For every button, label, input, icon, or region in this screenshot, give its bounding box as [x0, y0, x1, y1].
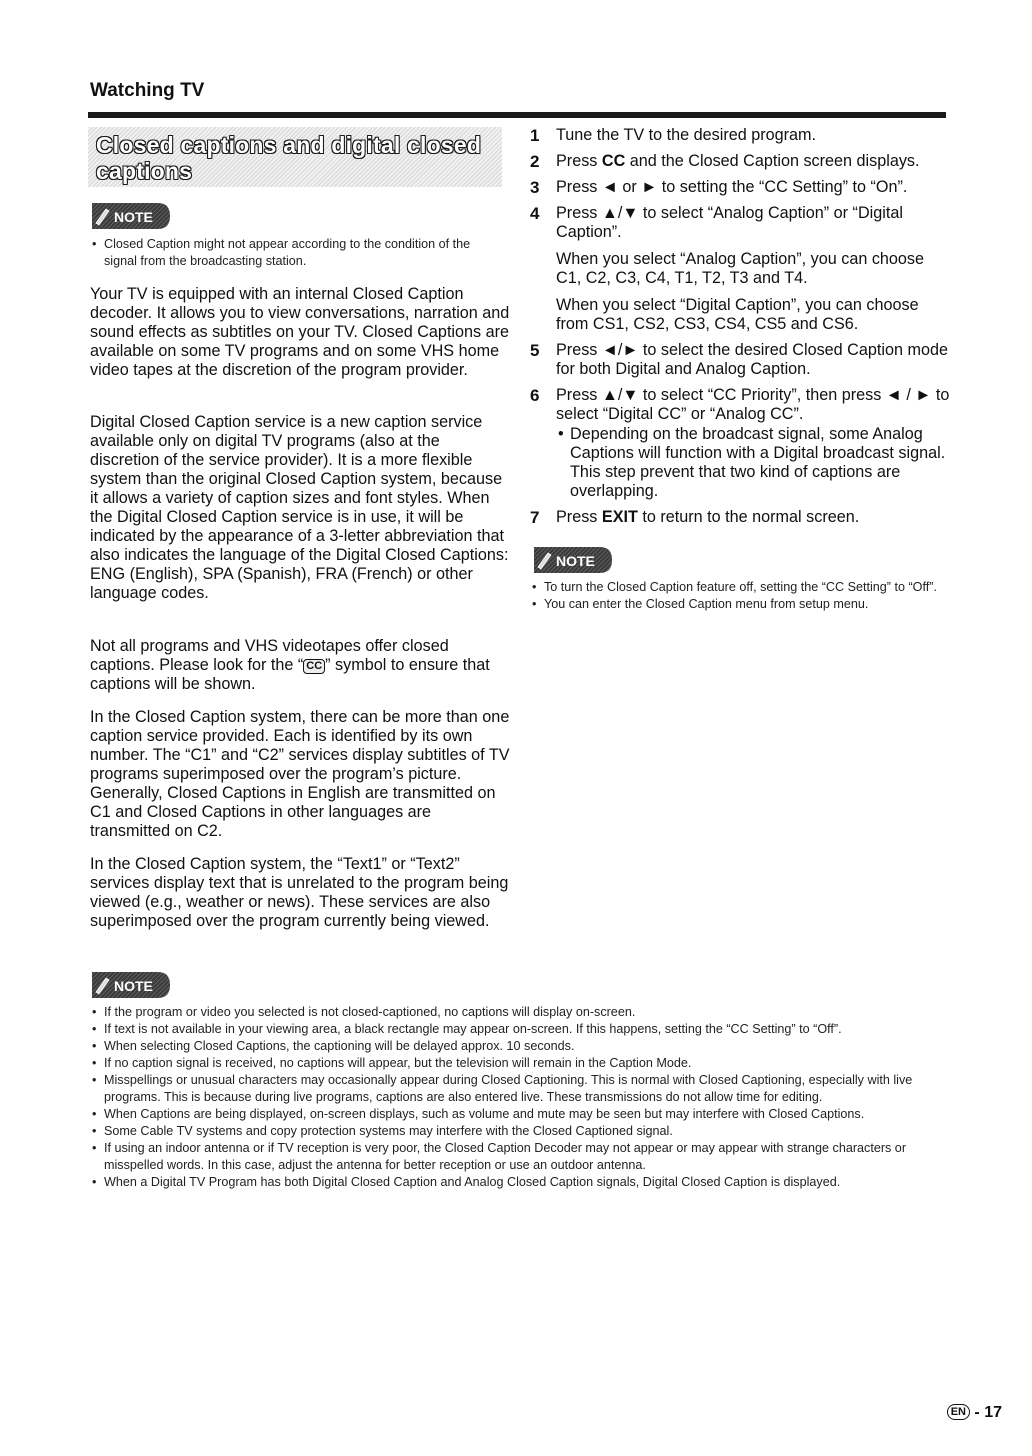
cc-icon: CC: [303, 659, 325, 674]
note-item: • When selecting Closed Captions, the captioning will be delayed approx. 10 seconds.: [90, 1038, 940, 1055]
step-1: 1 Tune the TV to the desired program.: [530, 126, 817, 145]
paragraph-text-services: In the Closed Caption system, the “Text1” or “Text2” services display text that is unrelated to the program being viewed (e.g., weather or news). These services are also superimposed over the program currently being viewed.: [90, 855, 509, 930]
page-heading: Closed captions and digital closed captions: [96, 132, 482, 184]
steps-list: [530, 126, 950, 534]
note-badge: [88, 970, 172, 1000]
note-item: • If no caption signal is received, no captions will appear, but the television will remain in the Caption Mode.: [90, 1055, 940, 1072]
step-7: 7 Press EXIT to return to the normal screen.: [530, 508, 860, 527]
bottom-notes: [90, 1004, 940, 1191]
page-number: EN - 17: [947, 1404, 1002, 1422]
section-title: Watching TV: [90, 80, 205, 101]
note-item: • If using an indoor antenna or if TV reception is very poor, the Closed Caption Decoder may not appear or may appear with strange characters or misspelled words. In this case, adjust the antenna for better reception or use an outdoor antenna.: [90, 1140, 940, 1174]
svg-text:NOTE: NOTE: [114, 209, 153, 225]
note-item: • When a Digital TV Program has both Digital Closed Caption and Analog Closed Caption signals, Digital Closed Caption is displayed.: [90, 1174, 940, 1191]
paragraph-cc-symbol: Not all programs and VHS videotapes offer closed captions. Please look for the “ CC ” symbol to ensure that captions will be shown.: [90, 637, 490, 693]
language-icon: EN: [947, 1404, 970, 1420]
note-item: • To turn the Closed Caption feature off, setting the “CC Setting” to “Off”.: [530, 579, 950, 596]
step-6: 6 Press ▲/▼ to select “CC Priority”, then press ◄ / ► to select “Digital CC” or “Analog CC”. • Depending on the broadcast signal, some Analog Captions will function with a Digital broadcast signal. This step prevent that two kind of captions are overlapping.: [530, 386, 950, 501]
left-note: [90, 236, 490, 270]
right-note: [530, 579, 950, 613]
step-5: 5 Press ◄/► to select the desired Closed Caption mode for both Digital and Analog Caption.: [530, 341, 948, 378]
step-3: 3 Press ◄ or ► to setting the “CC Setting” to “On”.: [530, 178, 908, 197]
note-item: • Misspellings or unusual characters may occasionally appear during Closed Captioning. This is normal with Closed Captioning, especially with live programs. This is because during live programs, captions are also entered live. These transmissions do not allow time for editing.: [90, 1072, 940, 1106]
step-2: 2 Press CC and the Closed Caption screen displays.: [530, 152, 920, 171]
paragraph-digital-caption: Digital Closed Caption service is a new caption service available only on digital TV programs (also at the discretion of the service provider). It is a more flexible system than the original Closed Caption system, because it allows a variety of caption sizes and font styles. When the Digital Closed Caption service is in use, it will be indicated by the appearance of a 3-letter abbreviation that also indicates the language of the Digital Closed Captions: ENG (English), SPA (Spanish), FRA (French) or other language codes.: [90, 413, 509, 602]
step-4: 4 Press ▲/▼ to select “Analog Caption” or “Digital Caption”. When you select “Analog Caption”, you can choose C1, C2, C3, C4, T1, T2, T3 and T4. When you select “Digital Caption”, you can choose from CS1, CS2, CS3, CS4, CS5 and CS6.: [530, 204, 925, 333]
note-item: • When Captions are being displayed, on-screen displays, such as volume and mute may be seen but may interfere with Closed Captions.: [90, 1106, 940, 1123]
note-badge: [88, 201, 172, 231]
note-item: • If the program or video you selected is not closed-captioned, no captions will display on-screen.: [90, 1004, 940, 1021]
step-6-bullet: • Depending on the broadcast signal, some Analog Captions will function with a Digital broadcast signal. This step prevent that two kind of captions are overlapping.: [556, 425, 950, 501]
note-badge: [530, 545, 614, 575]
note-item: • If text is not available in your viewing area, a black rectangle may appear on-screen. If this happens, setting the “CC Setting” to “Off”.: [90, 1021, 940, 1038]
paragraph-intro: Your TV is equipped with an internal Closed Caption decoder. It allows you to view conversations, narration and sound effects as subtitles on your TV. Closed Captions are available on some TV programs and on some VHS home video tapes at the discretion of the program provider.: [90, 285, 510, 379]
note-item: • Some Cable TV systems and copy protection systems may interfere with the Closed Captioned signal.: [90, 1123, 940, 1140]
svg-text:NOTE: NOTE: [556, 553, 595, 569]
paragraph-caption-services: In the Closed Caption system, there can be more than one caption service provided. Each is identified by its own number. The “C1” and “C2” services display subtitles of TV programs superimposed over the program’s picture. Generally, Closed Captions in English are transmitted on C1 and Closed Captions in other languages are transmitted on C2.: [90, 708, 510, 840]
header-rule: [88, 112, 946, 118]
note-item: • Closed Caption might not appear according to the condition of the signal from the broadcasting station.: [90, 236, 490, 270]
note-item: • You can enter the Closed Caption menu from setup menu.: [530, 596, 950, 613]
svg-text:NOTE: NOTE: [114, 978, 153, 994]
